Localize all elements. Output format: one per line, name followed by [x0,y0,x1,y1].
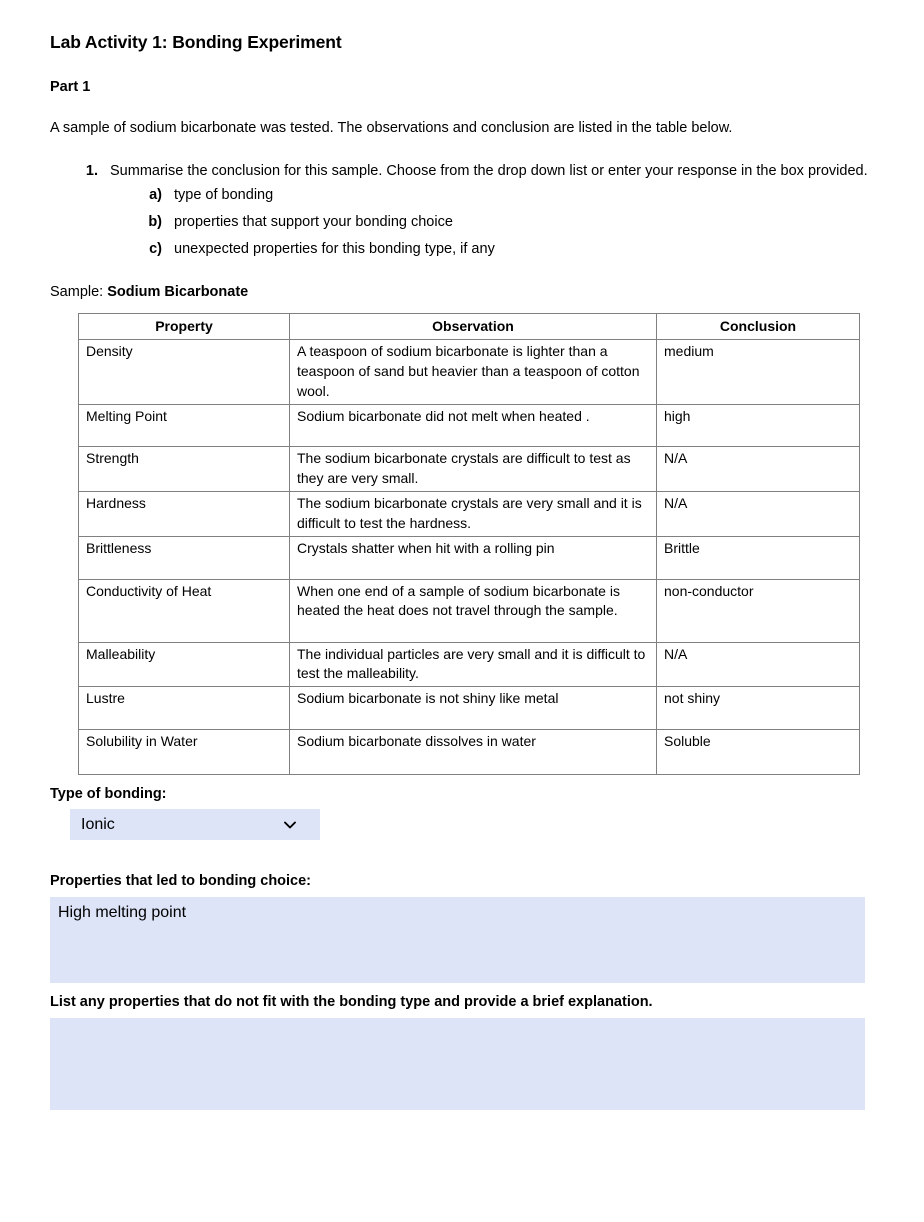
table-row [79,730,860,775]
question-number: 1. [85,162,98,179]
observations-table [78,313,860,776]
table-header-row [79,313,860,340]
sample-prefix: Sample: [50,283,108,300]
cell-observation: The sodium bicarbonate crystals are very small and it is difficult to test the hardness. [290,491,657,536]
cell-conclusion: N/A [657,491,860,536]
question-text: Summarise the conclusion for this sample. Choose from the drop down list or enter your response in the box provided. [110,162,868,179]
cell-observation: Crystals shatter when hit with a rolling pin [290,536,657,579]
unexpected-textarea[interactable] [50,1018,865,1110]
table-head [79,313,860,340]
cell-conclusion: N/A [657,447,860,492]
cell-observation: Sodium bicarbonate is not shiny like metal [290,687,657,730]
subitem-label: type of bonding [174,187,274,204]
subitem-marker: b) [148,213,162,230]
cell-property: Solubility in Water [79,730,290,775]
cell-observation: The individual particles are very small and it is difficult to test the malleability. [290,642,657,687]
table-row [79,405,860,447]
cell-observation: A teaspoon of sodium bicarbonate is lighter than a teaspoon of sand but heavier than a teaspoon of cotton wool. [290,340,657,405]
bonding-type-dropdown[interactable] [70,809,320,840]
properties-label: Properties that led to bonding choice: [50,873,312,890]
table-body [79,340,860,775]
table-row [79,340,860,405]
cell-conclusion: N/A [657,642,860,687]
bonding-type-label: Type of bonding: [50,786,167,803]
subitem-label: unexpected properties for this bonding type, if any [174,240,495,257]
cell-observation: The sodium bicarbonate crystals are difficult to test as they are very small. [290,447,657,492]
subitem-marker: c) [149,240,162,257]
table-row [79,687,860,730]
cell-property: Density [79,340,290,405]
column-header-observation: Observation [290,313,657,340]
cell-observation: Sodium bicarbonate dissolves in water [290,730,657,775]
question-list [50,161,874,263]
cell-conclusion: medium [657,340,860,405]
cell-conclusion: not shiny [657,687,860,730]
cell-conclusion: non-conductor [657,579,860,642]
cell-property: Strength [79,447,290,492]
column-header-property: Property [79,313,290,340]
question-subitem-c [140,236,874,263]
question-subitem-a [140,182,874,209]
bonding-type-value: Ionic [81,815,115,833]
cell-property: Conductivity of Heat [79,579,290,642]
sample-line [50,284,874,300]
properties-value: High melting point [58,904,187,922]
intro-paragraph: A sample of sodium bicarbonate was tested. The observations and conclusion are listed in the table below. [50,120,733,136]
question-item-1 [72,161,874,263]
cell-property: Lustre [79,687,290,730]
unexpected-label: List any properties that do not fit with the bonding type and provide a brief explanation. [50,994,653,1011]
cell-property: Melting Point [79,405,290,447]
table-row [79,579,860,642]
chevron-down-icon [282,817,298,833]
question-subitem-b [140,209,874,236]
subitem-label: properties that support your bonding choice [174,213,453,230]
cell-conclusion: high [657,405,860,447]
cell-observation: Sodium bicarbonate did not melt when heated . [290,405,657,447]
question-subitem-list [110,182,874,262]
table-row [79,536,860,579]
cell-property: Brittleness [79,536,290,579]
properties-textarea[interactable] [50,897,865,983]
cell-property: Malleability [79,642,290,687]
table-row [79,642,860,687]
cell-property: Hardness [79,491,290,536]
cell-observation: When one end of a sample of sodium bicarbonate is heated the heat does not travel through the sample. [290,579,657,642]
cell-conclusion: Soluble [657,730,860,775]
column-header-conclusion: Conclusion [657,313,860,340]
table-row [79,447,860,492]
table-row [79,491,860,536]
page-title: Lab Activity 1: Bonding Experiment [50,32,342,52]
cell-conclusion: Brittle [657,536,860,579]
part-label: Part 1 [50,79,91,95]
sample-name: Sodium Bicarbonate [107,283,249,300]
subitem-marker: a) [149,187,162,204]
